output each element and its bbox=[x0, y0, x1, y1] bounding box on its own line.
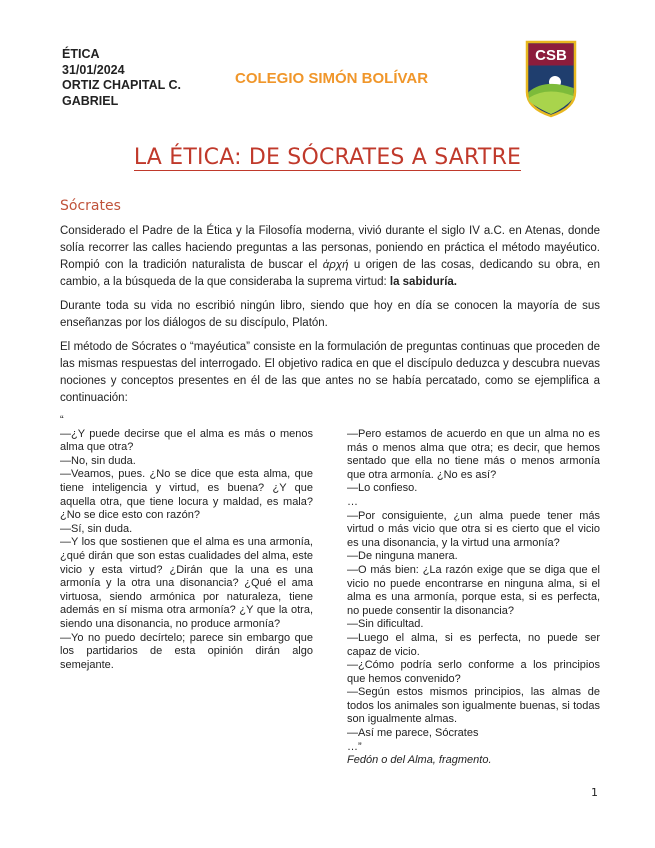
subject: ÉTICA bbox=[62, 47, 100, 61]
dialogue-line: —¿Cómo podría serlo conforme a los principios que hemos convenido? bbox=[347, 659, 600, 685]
svg-text:CSB: CSB bbox=[535, 47, 567, 64]
dialogue-right-column bbox=[347, 414, 600, 768]
section-heading: Sócrates bbox=[60, 198, 121, 214]
dialogue-line: … bbox=[347, 495, 358, 508]
dialogue-line: —De ninguna manera. bbox=[347, 550, 458, 563]
dialogue-left-column bbox=[60, 414, 313, 768]
dialogue-line: —Veamos, pues. ¿No se dice que esta alma, que tiene inteligencia y virtud, es buena? ¿Y que aquella otra, que tiene locura y maldad, es mala? ¿No se dice esto con razón? bbox=[60, 468, 313, 522]
dialogue-line: —Pero estamos de acuerdo en que un alma no es más o menos alma que otra; es decir, que hemos sentado que ella no tiene más o menos armonía que otra armonía. ¿No es así? bbox=[347, 428, 600, 481]
dialogue-line: —Por consiguiente, ¿un alma puede tener más virtud o más vicio que otra si es cierto que el vicio es una disonancia, y la virtud una armonía? bbox=[347, 509, 600, 549]
dialogue-line: —Yo no puedo decírtelo; parece sin embargo que los partidarios de esta opinión dirán algo semejante. bbox=[60, 631, 313, 671]
paragraph-2: Durante toda su vida no escribió ningún libro, siendo que hoy en día se conocen la mayoría de sus enseñanzas por los diálogos de su discípulo, Platón. bbox=[60, 300, 600, 329]
dialogue-line: —Luego el alma, si es perfecta, no puede ser capaz de vicio. bbox=[347, 631, 600, 658]
dialogue-line: —Y los que sostienen que el alma es una armonía, ¿qué dirán que son estas cualidades del alma, este vicio y esta virtud? ¿Dirán que la una es una armonía y la otra una disonancia? ¿Qué el ama virtuosa, siendo armónica por naturaleza, tiene además en sí misma otra armonía? ¿Y que la otra, siendo una disonancia, no produce armonía? bbox=[60, 536, 313, 630]
dialogue-line: …” bbox=[347, 740, 362, 753]
paragraph-1: Considerado el Padre de la Ética y la Filosofía moderna, vivió durante el siglo IV a.C. en Atenas, donde solía recorrer las calles haciendo preguntas a las personas, poniendo en práctica el método mayéutico. Rompió con la tradición naturalista de buscar el ἀρχή u origen de las cosas, dedicando su obra, en cambio, a la búsqueda de la que consideraba la suprema virtud: la sabiduría. bbox=[60, 225, 601, 288]
dialogue-line: —Así me parece, Sócrates bbox=[347, 727, 479, 740]
document-content bbox=[60, 0, 600, 829]
author-line1: ORTIZ CHAPITAL C. bbox=[62, 78, 181, 92]
dialogue-line: —Sin dificultad. bbox=[347, 618, 424, 631]
source-citation: Fedón o del Alma, fragmento. bbox=[347, 754, 492, 767]
paragraph-3: El método de Sócrates o “mayéutica” consiste en la formulación de preguntas continuas que proceden de las mismas respuestas del interrogado. El objetivo radica en que el discípulo deduzca y descubra nuevas nociones y conceptos presentes en él de las que antes no se había percatado, como se ejemplifica a continuación: bbox=[60, 341, 600, 404]
open-quote: “ bbox=[60, 414, 64, 426]
author-line2: GABRIEL bbox=[62, 93, 119, 108]
school-name: COLEGIO SIMÓN BOLÍVAR bbox=[235, 70, 429, 87]
date: 31/01/2024 bbox=[62, 62, 125, 77]
document-title: LA ÉTICA: DE SÓCRATES A SARTRE bbox=[133, 145, 522, 170]
page-number: 1 bbox=[591, 785, 598, 799]
dialogue-columns bbox=[60, 414, 600, 768]
dialogue-line: —¿Y puede decirse que el alma es más o menos alma que otra? bbox=[60, 427, 313, 454]
dialogue-line: —O más bien: ¿La razón exige que se diga que el vicio no puede encontrarse en ninguna alma, si el alma es una armonía, porque esta, si es perfecta, no puede consentir la disonancia? bbox=[347, 563, 600, 617]
dialogue-line: —Lo confieso. bbox=[347, 482, 418, 495]
dialogue-line: —No, sin duda. bbox=[60, 454, 136, 467]
dialogue-line: —Según estos mismos principios, las almas de todos los animales son igualmente buenas, si todas son igualmente almas. bbox=[347, 686, 600, 726]
dialogue-line: —Sí, sin duda. bbox=[60, 522, 133, 535]
